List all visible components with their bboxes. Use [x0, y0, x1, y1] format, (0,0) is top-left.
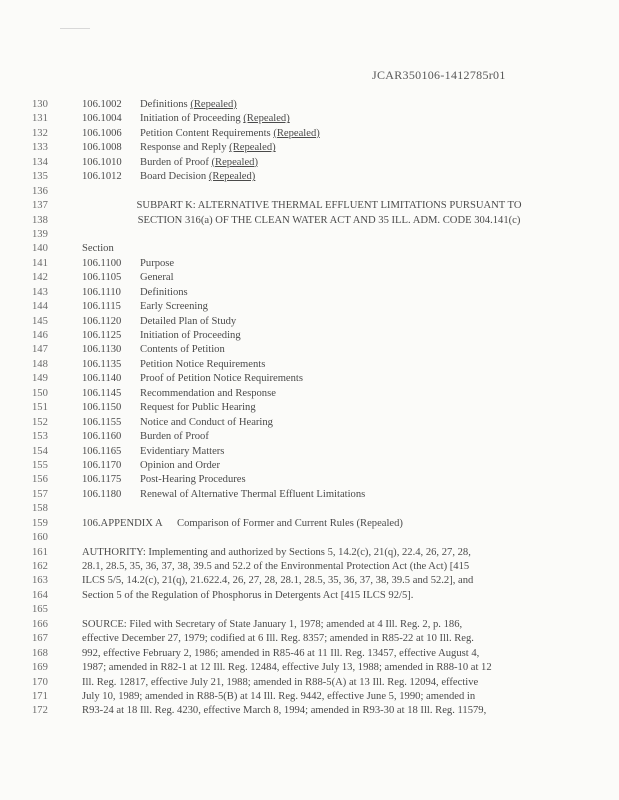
source-paragraph — [0, 618, 619, 719]
line-number: 165 — [32, 604, 48, 616]
paragraph-text: AUTHORITY: Implementing and authorized by Sections 5, 14.2(c), 21(q), 22.4, 26, 27, 28, — [82, 546, 471, 558]
toc-row — [0, 112, 619, 126]
toc-row — [0, 329, 619, 343]
section-title: Purpose — [140, 257, 175, 269]
section-title: Proof of Petition Notice Requirements — [140, 373, 303, 385]
line-number: 158 — [32, 503, 48, 515]
line-number: 168 — [32, 647, 48, 659]
subpart-heading-cont: SECTION 316(a) OF THE CLEAN WATER ACT AND 35 ILL. ADM. CODE 304.141(c) — [137, 214, 521, 226]
line-number: 149 — [32, 373, 48, 385]
paragraph-line — [0, 574, 619, 588]
section-title: Definitions — [140, 286, 188, 298]
section-title: Early Screening — [140, 301, 208, 313]
section-title: General — [140, 272, 174, 284]
paragraph-line — [0, 704, 619, 718]
section-title: Request for Public Hearing — [140, 402, 256, 414]
section-title — [140, 98, 237, 112]
appendix-label: 106.APPENDIX A — [82, 517, 163, 529]
paragraph-text: 28.1, 28.5, 35, 36, 37, 38, 39.5 and 52.2 of the Environmental Protection Act (the Act) [415 — [82, 561, 470, 572]
subpart-heading-line-1 — [0, 199, 619, 213]
line-number: 154 — [32, 445, 48, 457]
paragraph-line — [0, 618, 619, 632]
authority-paragraph — [0, 546, 619, 604]
section-number: 106.1115 — [82, 301, 121, 313]
line-number: 150 — [32, 387, 48, 399]
repealed-note: (Repealed) — [211, 156, 258, 168]
repealed-note: (Repealed) — [243, 113, 290, 125]
paragraph-text: Ill. Reg. 12817, effective July 21, 1988; amended in R88-5(A) at 13 Ill. Reg. 12094, effective — [82, 676, 479, 688]
section-title-text: Initiation of Proceeding — [140, 113, 241, 125]
section-title: Detailed Plan of Study — [140, 315, 237, 327]
line-number: 147 — [32, 344, 48, 356]
section-title — [140, 127, 320, 141]
paragraph-line — [0, 546, 619, 560]
repealed-note: (Repealed) — [229, 142, 276, 154]
section-title: Opinion and Order — [140, 459, 221, 471]
section-title-text: Petition Content Requirements — [140, 127, 271, 139]
line-number: 143 — [32, 286, 48, 298]
line-number: 138 — [32, 214, 48, 226]
section-number: 106.1120 — [82, 315, 122, 327]
section-number: 106.1006 — [82, 127, 122, 139]
line-number: 132 — [32, 127, 48, 139]
toc-row — [0, 300, 619, 314]
toc-row — [0, 459, 619, 473]
toc-row — [0, 372, 619, 386]
section-number: 106.1105 — [82, 272, 122, 284]
toc-row — [0, 286, 619, 300]
section-number: 106.1110 — [82, 286, 121, 298]
paragraph-text: SOURCE: Filed with Secretary of State January 1, 1978; amended at 4 Ill. Reg. 2, p. 186, — [82, 618, 463, 630]
toc-row — [0, 98, 619, 112]
section-number: 106.1155 — [82, 416, 122, 428]
line-number: 156 — [32, 474, 48, 486]
repealed-note: (Repealed) — [273, 127, 320, 139]
scan-artifact — [60, 28, 90, 29]
section-number: 106.1130 — [82, 344, 122, 356]
section-number: 106.1135 — [82, 358, 122, 370]
line-number: 172 — [32, 705, 48, 717]
line-number: 171 — [32, 690, 48, 702]
section-title — [140, 112, 290, 126]
line-number: 170 — [32, 676, 48, 688]
line-blank — [0, 502, 619, 516]
repealed-toc-list — [0, 98, 619, 185]
paragraph-line — [0, 647, 619, 661]
line-number: 133 — [32, 142, 48, 154]
line-number: 131 — [32, 113, 48, 125]
line-number: 166 — [32, 618, 48, 630]
section-number: 106.1010 — [82, 156, 122, 168]
paragraph-line — [0, 589, 619, 603]
section-title: Notice and Conduct of Hearing — [140, 416, 273, 428]
section-number: 106.1175 — [82, 474, 122, 486]
section-number: 106.1012 — [82, 171, 122, 183]
paragraph-line — [0, 560, 619, 574]
toc-row — [0, 488, 619, 502]
document-body — [0, 98, 619, 719]
section-number: 106.1002 — [82, 99, 122, 110]
line-number: 153 — [32, 431, 48, 443]
line-number: 157 — [32, 488, 48, 500]
section-title: Evidentiary Matters — [140, 445, 225, 457]
section-number: 106.1140 — [82, 373, 122, 385]
repealed-note: (Repealed) — [190, 99, 237, 110]
line-blank — [0, 603, 619, 617]
line-number: 148 — [32, 358, 48, 370]
section-number: 106.1150 — [82, 402, 122, 414]
toc-row — [0, 416, 619, 430]
toc-row — [0, 358, 619, 372]
section-number: 106.1100 — [82, 257, 122, 269]
repealed-note: (Repealed) — [208, 171, 256, 183]
section-number: 106.1145 — [82, 387, 122, 399]
line-number: 163 — [32, 575, 48, 587]
section-title: Burden of Proof — [140, 431, 209, 443]
line-number: 167 — [32, 633, 48, 645]
section-number: 106.1008 — [82, 142, 122, 154]
toc-row — [0, 445, 619, 459]
section-title: Contents of Petition — [140, 344, 225, 356]
paragraph-text: Section 5 of the Regulation of Phosphorus in Detergents Act [415 ILCS 92/5]. — [82, 589, 414, 601]
line-number: 152 — [32, 416, 48, 428]
section-title-text: Burden of Proof — [140, 156, 209, 168]
line-number: 140 — [32, 243, 48, 255]
toc-row — [0, 141, 619, 155]
line-number: 136 — [32, 185, 48, 197]
section-title: Recommendation and Response — [140, 387, 276, 399]
section-title — [140, 170, 255, 184]
section-number: 106.1125 — [82, 330, 122, 341]
section-number: 106.1170 — [82, 459, 122, 471]
line-number: 130 — [32, 99, 48, 110]
paragraph-text: 1987; amended in R82-1 at 12 Ill. Reg. 12484, effective July 13, 1988; amended in R88-10 at 12 — [82, 662, 492, 674]
section-number: 106.1004 — [82, 113, 122, 125]
line-number: 161 — [32, 546, 48, 558]
line-number: 137 — [32, 200, 48, 212]
toc-row — [0, 315, 619, 329]
paragraph-text: ILCS 5/5, 14.2(c), 21(q), 21.622.4, 26, 27, 28, 28.1, 28.5, 35, 36, 37, 38, 39.5 and 52.2], and — [82, 575, 474, 587]
toc-row — [0, 271, 619, 285]
toc-row — [0, 387, 619, 401]
line-blank — [0, 228, 619, 242]
line-number: 134 — [32, 156, 48, 168]
line-blank — [0, 531, 619, 545]
line-number: 162 — [32, 561, 48, 572]
section-title: Initiation of Proceeding — [140, 330, 241, 341]
section-label: Section — [82, 243, 114, 255]
toc-row — [0, 127, 619, 141]
paragraph-text: July 10, 1989; amended in R88-5(B) at 14 Ill. Reg. 9442, effective June 5, 1990; amended in — [82, 690, 476, 702]
line-number: 139 — [32, 228, 48, 240]
toc-row — [0, 170, 619, 184]
toc-row — [0, 473, 619, 487]
paragraph-line — [0, 676, 619, 690]
subpart-k-toc-list — [0, 257, 619, 502]
toc-row — [0, 401, 619, 415]
line-number: 144 — [32, 301, 48, 313]
appendix-line — [0, 517, 619, 531]
section-title — [140, 156, 258, 170]
toc-row — [0, 156, 619, 170]
paragraph-text: 992, effective February 2, 1986; amended in R85-46 at 11 Ill. Reg. 13457, effective August 4, — [82, 647, 480, 659]
section-title-text: Response and Reply — [140, 142, 227, 154]
paragraph-text: R93-24 at 18 Ill. Reg. 4230, effective March 8, 1994; amended in R93-30 at 18 Ill. Reg. 11579, — [82, 705, 487, 717]
document-id: JCAR350106-1412785r01 — [372, 68, 506, 82]
line-blank — [0, 185, 619, 199]
line-number: 155 — [32, 459, 48, 471]
line-number: 160 — [32, 532, 48, 544]
appendix-title: Comparison of Former and Current Rules (Repealed) — [177, 517, 403, 529]
line-number: 151 — [32, 402, 48, 414]
line-number: 145 — [32, 315, 48, 327]
line-number: 164 — [32, 589, 48, 601]
section-title: Petition Notice Requirements — [140, 358, 266, 370]
paragraph-line — [0, 632, 619, 646]
line-number: 141 — [32, 257, 48, 269]
line-number: 159 — [32, 517, 48, 529]
line-number: 146 — [32, 330, 48, 341]
paragraph-text: effective December 27, 1979; codified at 6 Ill. Reg. 8357; amended in R85-22 at 10 Ill. Reg. — [82, 633, 474, 645]
section-number: 106.1165 — [82, 445, 122, 457]
toc-row — [0, 257, 619, 271]
subpart-heading: SUBPART K: ALTERNATIVE THERMAL EFFLUENT LIMITATIONS PURSUANT TO — [136, 200, 522, 212]
section-number: 106.1180 — [82, 488, 122, 500]
section-title-text: Board Decision — [140, 171, 207, 183]
section-label-line — [0, 242, 619, 256]
line-number: 169 — [32, 662, 48, 674]
subpart-heading-line-2 — [0, 214, 619, 228]
section-title — [140, 141, 276, 155]
section-title: Renewal of Alternative Thermal Effluent Limitations — [140, 488, 366, 500]
line-number: 142 — [32, 272, 48, 284]
section-number: 106.1160 — [82, 431, 122, 443]
section-title-text: Definitions — [140, 99, 188, 110]
line-number: 135 — [32, 171, 48, 183]
paragraph-line — [0, 661, 619, 675]
toc-row — [0, 343, 619, 357]
paragraph-line — [0, 690, 619, 704]
section-title: Post-Hearing Procedures — [140, 474, 246, 486]
toc-row — [0, 430, 619, 444]
